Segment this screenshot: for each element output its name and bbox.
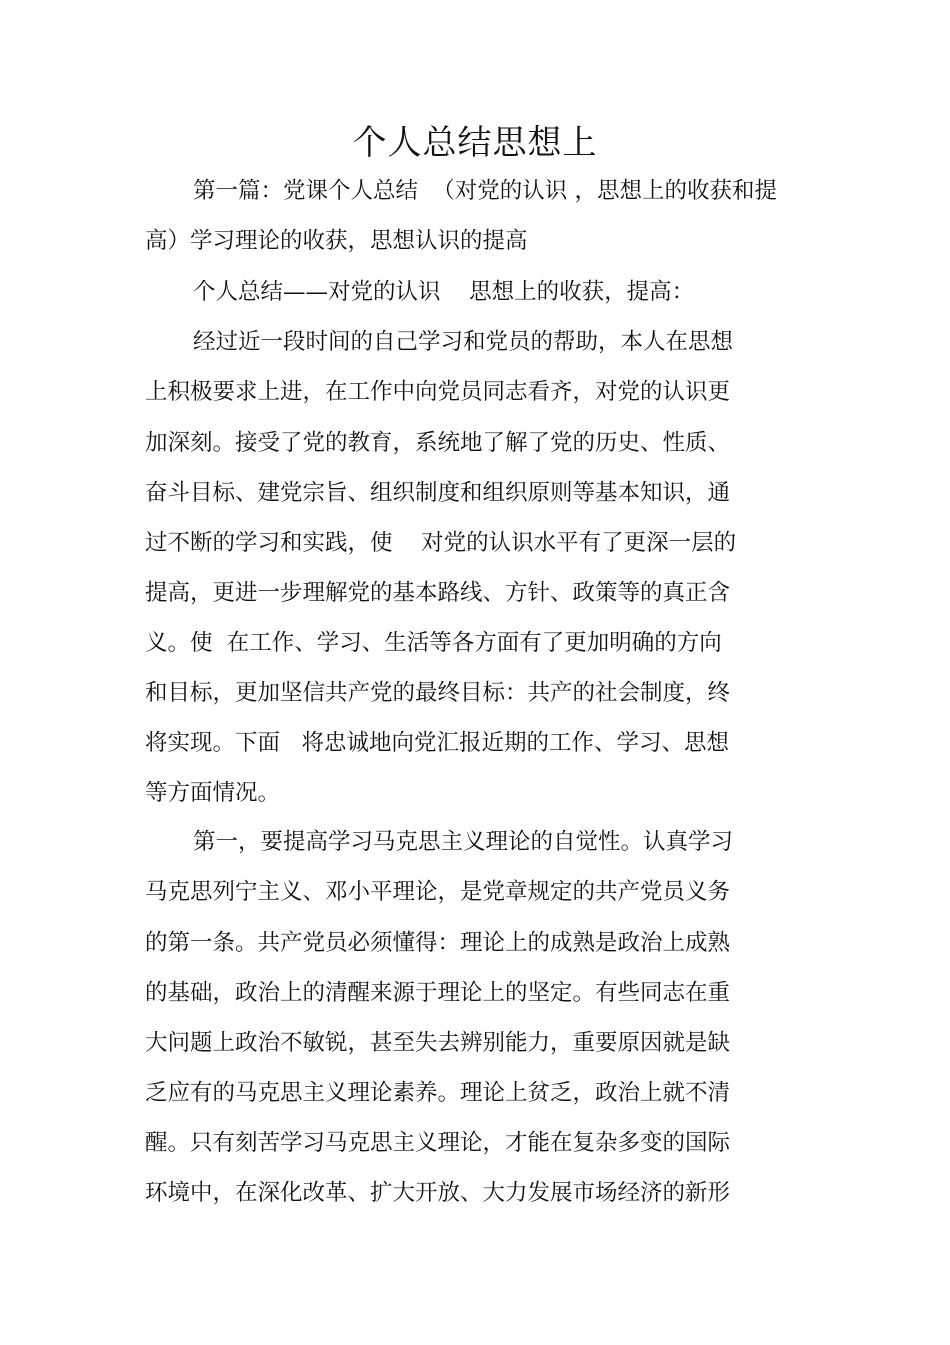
body-line: 大问题上政治不敏锐，甚至失去辨别能力，重要原因就是缺 — [145, 1030, 731, 1056]
body-line: 第一，要提高学习马克思主义理论的自觉性。认真学习 — [193, 829, 734, 855]
heading-line-1: 第一篇：党课个人总结 （对党的认识 ，思想上的收获和提 — [193, 178, 777, 204]
body-line: 醒。只有刻苦学习马克思主义理论，才能在复杂多变的国际 — [145, 1130, 731, 1156]
body-line: 马克思列宁主义、邓小平理论，是党章规定的共产党员义务 — [145, 879, 731, 905]
body-line: 奋斗目标、建党宗旨、组织制度和组织原则等基本知识，通 — [145, 480, 731, 506]
body-line: 和目标，更加坚信共产党的最终目标：共产的社会制度，终 — [145, 680, 731, 706]
body-line: 义。使 在工作、学习、生活等各方面有了更加明确的方向 — [145, 630, 722, 656]
body-line: 等方面情况。 — [145, 780, 281, 806]
document-title: 个人总结思想上 — [352, 123, 598, 163]
body-line: 将实现。下面 将忠诚地向党汇报近期的工作、学习、思想 — [145, 730, 729, 756]
heading-line-2: 高）学习理论的收获，思想认识的提高 — [145, 228, 528, 254]
body-line: 上积极要求上进，在工作中向党员同志看齐，对党的认识更 — [145, 379, 731, 405]
body-line: 乏应有的马克思主义理论素养。理论上贫乏，政治上就不清 — [145, 1080, 731, 1106]
body-line: 提高，更进一步理解党的基本路线、方针、政策等的真正含 — [145, 580, 731, 606]
subheading-line: 个人总结——对党的认识 思想上的收获，提高： — [193, 279, 695, 305]
body-line: 过不断的学习和实践，使 对党的认识水平有了更深一层的 — [145, 530, 737, 556]
body-line: 环境中，在深化改革、扩大开放、大力发展市场经济的新形 — [145, 1180, 731, 1206]
body-line: 的基础，政治上的清醒来源于理论上的坚定。有些同志在重 — [145, 980, 731, 1006]
body-line: 的第一条。共产党员必须懂得：理论上的成熟是政治上成熟 — [145, 930, 731, 956]
body-line: 加深刻。接受了党的教育，系统地了解了党的历史、性质、 — [145, 430, 731, 456]
body-line: 经过近一段时间的自己学习和党员的帮助，本人在思想 — [193, 329, 734, 355]
